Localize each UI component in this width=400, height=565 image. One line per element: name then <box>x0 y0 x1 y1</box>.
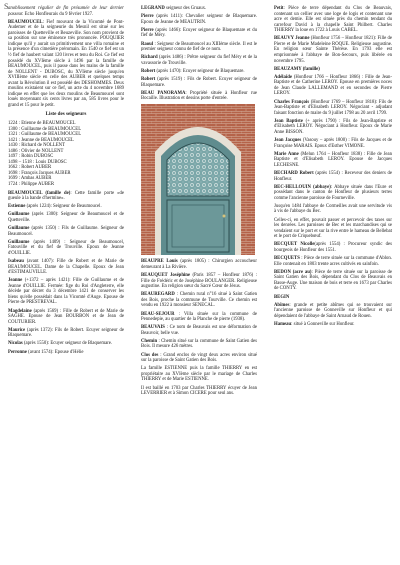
entry <box>274 6 392 34</box>
member-name: Nicolas <box>8 341 23 347</box>
entry-name: Raoul <box>141 41 154 47</box>
entry <box>274 119 392 136</box>
entry-text: : Chemin situé sur la commune de Saint Gatien des Bois. Il mesure 426 mètres. <box>141 338 257 350</box>
list-item: 1421 : Jeanne de BEAUMOUCEL <box>8 137 74 143</box>
member-text: (avant 1574): Epouse d'Hélie <box>28 349 84 355</box>
member-text: (après 1224): Seigneur de Beaumoucel. <box>26 204 102 210</box>
member-text: (après 1409) : Seigneur de Beaumoucel, Fatouville et du fief de Trouville. Epoux de Jeanne d'OUILLIE. <box>8 239 125 256</box>
panorama-heading: BEAU PANORAMA <box>141 90 186 96</box>
member-entry <box>8 328 124 339</box>
entry <box>274 138 392 149</box>
entry <box>141 353 257 364</box>
entry-name: Robert <box>141 77 156 83</box>
panorama-text: : Propriété située à Honfleur rue Bocaille. Illustration et dessins porte d'entrée. <box>141 90 257 102</box>
entry-text: (+ après 1790) : Fils de Jean-Baptiste et d'Elisabeth LEROY. Négociant à Honfleur. Epoux de Marie Anne BISSON. <box>274 118 392 135</box>
member-entry <box>8 259 124 276</box>
entry-text: Il est baillé en 1703 par Charles THIERRY écuyer de Jean LEVERRIER et à Simon CICERE pour seul ans. <box>141 385 257 397</box>
entry-text: (Honfleur 1756 – Honfleur 1821): Fille de Pierre et de Marie Madeleine ROQUE. Religieuse augustine. En religion sœur Sainte Thérèse. En 1793 elle est emprisonnée à l'abbaye de Bon-Secours, puis libérée en novembre 1795. <box>274 36 392 64</box>
famille-entry <box>8 191 124 202</box>
entry-name: Robert <box>141 68 156 74</box>
entry-text: (après 1411): Chevalier seigneur de Blaquemare. Epoux de Jeanne de MEAUTRIN. <box>141 14 257 25</box>
beaumoucel-heading: BEAUMOUCEL <box>8 19 43 25</box>
entry-name: Charles François <box>274 99 310 105</box>
entry-name: BEAU-SEJOUR <box>141 311 175 317</box>
member-name: Magdelaine <box>8 308 32 314</box>
entry <box>141 273 257 290</box>
entry-text: (après 1554) : Procureur syndic des bourgeois de Honfleur des 1551. <box>274 242 392 253</box>
entry-text: : Pièce de terre dépendant du Clos de Beauvais, contenant un cellier avec une loge de logis et contenant une acre et demie. Elle est située près du chemin tendant du carrefour David à la chapelle Saint Philbert. Charles THIERRY la loue en 1722 à Louis CABEL. <box>274 6 392 34</box>
list-item: 1662 : Robert AUBER <box>8 165 52 171</box>
entry <box>141 292 257 309</box>
entry <box>274 36 392 64</box>
entry-name: Petit <box>274 6 284 11</box>
entry-name: Pierre <box>141 27 154 33</box>
entry <box>141 77 257 88</box>
entry <box>274 185 392 202</box>
member-name: Guillaume <box>8 226 30 232</box>
entry <box>141 366 257 383</box>
entry <box>274 67 392 73</box>
list-item: 1486 : Olivier de NOLLENT <box>8 148 64 154</box>
member-entry <box>8 309 124 326</box>
entry-text: (après 1466): Ecuyer seigneur de Blaquemare et du fief de Méry. <box>141 27 258 39</box>
list-item: 1497 : Robin DUBOSC <box>8 154 54 160</box>
entry-text: : Pièce de terre située sur la commune d'Ablon. Elle contenait en 1803 trente acres cultivés en sainfoin. <box>274 256 392 267</box>
entry-text: : Villa située sur la commune de Pennedepie, au quartier de la Planche de pierre (1938). <box>141 311 257 323</box>
entry-name: BEAUPRE Louis <box>141 259 178 265</box>
entry-text: La famille ESTIENNE puis la famille THIERRY en est propriétaire au XVIème siècle par le mariage de Charles THIERRY et de Marie ESTIENNE. <box>141 366 257 383</box>
entry-text: (Paris 1857 – Honfleur 1876) : Fille de Frédéric et de Joséphine BOULANGER. Religieuse augustine. En religion sœur du Sacré Cœur de Jésus. <box>141 273 257 290</box>
member-name: Perronne <box>8 349 27 355</box>
member-text: (après 1372): Fils de Robert. Ecuyer seigneur de Blaquemare. <box>8 327 124 339</box>
entry-name: Marie Anne <box>274 151 299 157</box>
member-entry <box>8 226 124 237</box>
entry <box>274 303 392 320</box>
entry-name: LEGRAND <box>141 6 165 11</box>
list-item: 1724 : Philippe AUBER <box>8 182 55 187</box>
member-entry <box>8 350 124 356</box>
entry-name: Richard <box>141 55 158 61</box>
member-name: Guillaume <box>8 212 30 218</box>
member-text: (après 1550): Ecuyer seigneur de Blaquemare. <box>23 341 113 347</box>
entry-text: : grande et petite abîmes qui se trouvaient sur l'ancienne paroisse de Gonneville sur Honfleur et qui dépendaient de l'abbaye de Saint Arnaud de Rouen. <box>274 302 392 319</box>
entry-name: BECQUETS <box>274 256 300 262</box>
member-entry <box>8 212 124 223</box>
entry-text: seigneur des Gruaux. <box>165 6 207 11</box>
famille-heading: BEAUMOUCEL (famille de) <box>8 190 71 196</box>
entry-name: BEGIN <box>274 294 290 300</box>
entry-name: BECHARD Robert <box>274 170 314 176</box>
entry <box>274 218 392 240</box>
entry-name: Adélaïde <box>274 74 292 80</box>
entry-name: BEAUVAIS <box>141 325 165 331</box>
entry <box>141 312 257 323</box>
entry-name: BECQUET Nicolle <box>274 242 315 248</box>
entry-text: : Grand enclos de vingt deux acres environ situé sur la paroisse de Saint Gatien des Bois. <box>141 352 258 364</box>
entry <box>141 6 257 12</box>
member-text: (avant 1407): Fille de Robert et de Marie de BEAUMOUCEL. Dame de la Chapelle. Epoux de Jean d'ESTIMAUVILLE. <box>8 258 124 276</box>
entry-text: : Pièce de terre située sur la paroisse de Saint Gatien des Bois, dépendant du Clos de Beauvais en Basse-Auge. Une maison de bois et terre en 1673 par Charles de CONTY. <box>274 269 393 292</box>
entry <box>141 69 257 75</box>
member-entry <box>8 204 124 210</box>
entry-text: (Melun 1764 – Honfleur 1838) : Fille de Jean Baptiste et d'Elisabeth LEROY. Epouse de Jacques LECHESNE. <box>274 151 393 168</box>
list-item: 1224 : Etienne de BEAUMOUCEL <box>8 120 76 126</box>
member-entry <box>8 240 124 257</box>
entry-text: (après 1805) : Chirurgien accoucheur demeurant à La Rivière. <box>141 259 257 270</box>
entry <box>274 242 392 253</box>
intro-paragraph <box>8 6 124 17</box>
entry-name: Jean Baptiste <box>274 118 303 124</box>
column-2 <box>141 6 257 399</box>
entry <box>274 152 392 169</box>
list-item: 1498 – 1518 : Louis DUBOSC <box>8 159 67 165</box>
list-item: 1698 : François Jacques AUBER <box>8 170 71 176</box>
door-photo <box>141 104 255 255</box>
entry <box>274 171 392 182</box>
member-name: Isabeau <box>8 258 24 264</box>
seigneurs-list-title: Liste des seigneurs <box>45 111 87 118</box>
entry-name: Hameau <box>274 321 292 327</box>
entry-text: : Abbaye située dans l'Eure et possédant dans le canton de Honfleur de plusieurs terres comme l'ancienne paroisse de Fourneville. <box>274 184 392 201</box>
list-item: 1430 : Richard de NOLLENT <box>8 143 65 149</box>
entry <box>141 386 257 397</box>
entry-text: (après 1486) : Prêtre seigneur du fief Méry et de la vavassorie de Trouville. <box>141 55 257 66</box>
member-text: (+1372 – après 1421): Fille de Guillaume et de Jeanne d'OUILLIE. Fermée: fige du Roi d'Angleterre, elle décède par décret du 3 décembre 1421 de conserver les biens qu'elle possédait dans la Vicomté d'Auge. Epouse de Pierre de PRESTREVAL. <box>8 278 124 306</box>
column-3 <box>274 6 392 330</box>
entry <box>274 75 392 97</box>
entry-text: (Honfleur 1766 – Honfleur 1866) : Fille de Jean-Baptiste et de Catherine LEROY. Epouse en premières noces de Jean Claude LALLEMAND et en secondes de Pierre LEROY. <box>274 74 392 97</box>
entry-name: BEAUREGARD <box>141 292 175 298</box>
member-entry <box>8 341 124 347</box>
entry-name: BEAUVY Jeanne <box>274 36 310 42</box>
member-name: Maurice <box>8 327 26 333</box>
entry-name: Pierre <box>141 14 154 20</box>
entry-text: : Seigneur de Beaumoucel au XIIIème siècle. Il est le premier seigneur connu de fief de ce nom. <box>141 41 258 53</box>
entry-text: : Ce nom de Beauvais est une déformation de Beauvoir, belle vue. <box>141 325 257 336</box>
entry <box>274 256 392 267</box>
entry <box>141 55 257 66</box>
entry-name: Chemin <box>141 338 158 344</box>
panorama-entry <box>141 91 257 102</box>
beaumoucel-entry <box>8 20 124 109</box>
entry-name: BEAUQUET Joséphine <box>141 273 191 279</box>
entry <box>141 339 257 350</box>
entry-text: Jusqu'en 1484 l'abbaye de Cormeilles avait une servitude vis à vis de l'abbaye du Bec. <box>274 203 392 215</box>
entry-text: (après 1554) : Receveur des deniers de Honfleur. <box>274 170 392 182</box>
entry-name: BEDON (acre au) <box>274 269 312 275</box>
entry-text: (après 1470): Ecuyer seigneur de Blaquemare. <box>156 68 245 74</box>
seigneurs-list <box>8 121 124 188</box>
member-name: Jeanne <box>8 278 23 284</box>
beaumoucel-text: : Fief mouvant de la Vicomté de Pont-Audemer et de la seigneurie du Mesnil est situé sur les paroisses de Quetteville et Beuzeville. Son nom provient de sa position sur une éminence très prononcée. POUQUIER indique qu'il y aurait un primitivement une villa romaine et la présence d'un cimetière préromain. En 1540 ce fief est un ½ fief de haubert valant 120 livres et tenu du Roi. Ce fief est possédé du XVIème siècle à 1496 par la famille de BEAUMOUCEL, puis il passe dans les mains de la famille de NOLLENT - DUBOSC, du XVIème siècle jusqu'en XVIIIème siècle en celle des AUBER et quelques temps avant la Révolution il est possédé des DESHOMMES. Deux moulins existaient sur ce fief, un acte du 4 novembre 1689 indique en effet que les deux moulins de Beaumoucel sont loués moyennant six cents livres par an, 585 livres pour le grand et 15 pour le petit. <box>8 19 124 108</box>
entry <box>274 322 392 328</box>
page-marker: S <box>4 2 9 11</box>
famille-intro: : Cette famille porte «de gueule à la bande d'hermine». <box>8 190 124 202</box>
entry <box>141 42 257 53</box>
member-name: Estienne <box>8 204 26 210</box>
entry-name: Jean Jacques <box>274 138 302 144</box>
entry-text: (Vasouy – après 1800) : Fils de Jacques et de Françoise MARAIS. Epoux d'Esther VIMONE. <box>274 138 393 149</box>
list-item: 1699 : Ambas AUBER <box>8 176 52 182</box>
list-item: 1300 : Guillaume de BEAUMOUCEL <box>8 126 82 132</box>
entry-name: Clos des <box>141 352 159 358</box>
entry <box>141 14 257 25</box>
entry <box>274 295 392 301</box>
list-item: 1321 : Guillaume de BEAUMOUCEL <box>8 132 82 138</box>
entry-name: BEAUZAMY (famille) <box>274 66 320 72</box>
entry-text: (après 1519) : Fils de Robert. Ecuyer seigneur de Blaquemare. <box>141 77 257 88</box>
entry-name: Abîmes <box>274 302 290 308</box>
member-entry <box>8 278 124 306</box>
member-text: (après 1300): Seigneur de Beaumoucel et de Quetteville. <box>8 212 124 223</box>
column-1 <box>8 6 124 358</box>
entry-text: : situé à Gonneville sur Honfleur. <box>291 321 355 327</box>
intro-rest: Echo Honfleurais du 9 février 1927. <box>24 11 94 17</box>
member-text: (après 1350) : Fils de Guillaume. Seigneur de Beaumoucel. <box>8 226 124 237</box>
entry <box>274 270 392 292</box>
entry <box>141 259 257 270</box>
entry-name: BEC-HELLOUIN (abbaye) <box>274 184 331 190</box>
entry <box>274 100 392 117</box>
entry-text: Celles-ci, en effet, pouvait passer et percevoir des taxes sur les denrées. Les paroisses de Bec et les marchandises qui se vendaient sur le port et sur la rive entre le hameau de Bellebat et le port de Criquebœuf. <box>274 217 392 240</box>
member-text: (après 1569) : Fille de Robert et de Marie de SAGHE. Epouse de Jean BOURBON et de Jean de COUTURIER. <box>8 308 124 325</box>
entry <box>274 204 392 215</box>
entry <box>141 28 257 39</box>
member-name: Guillaume <box>8 239 30 245</box>
entry <box>141 325 257 336</box>
entry-text: : Chemin rural n°16 situé à Saint Gatien des Bois, proche la commune de Tourville. Ce chemin est vendu en 1922 à monsieur SENECAL. <box>141 292 257 309</box>
entry-text: (Honfleur 1769 – Honfleur 1818): Fils de Jean-Baptiste et d'Elisabeth LEROY. Négociant - adjudant faisant fonction de maire du 9 juillet 1798 au 20 avril 1799. <box>274 99 393 116</box>
intro-italic: anoblissement régulier de fin présumée de leur dernier passeur. <box>8 6 124 17</box>
